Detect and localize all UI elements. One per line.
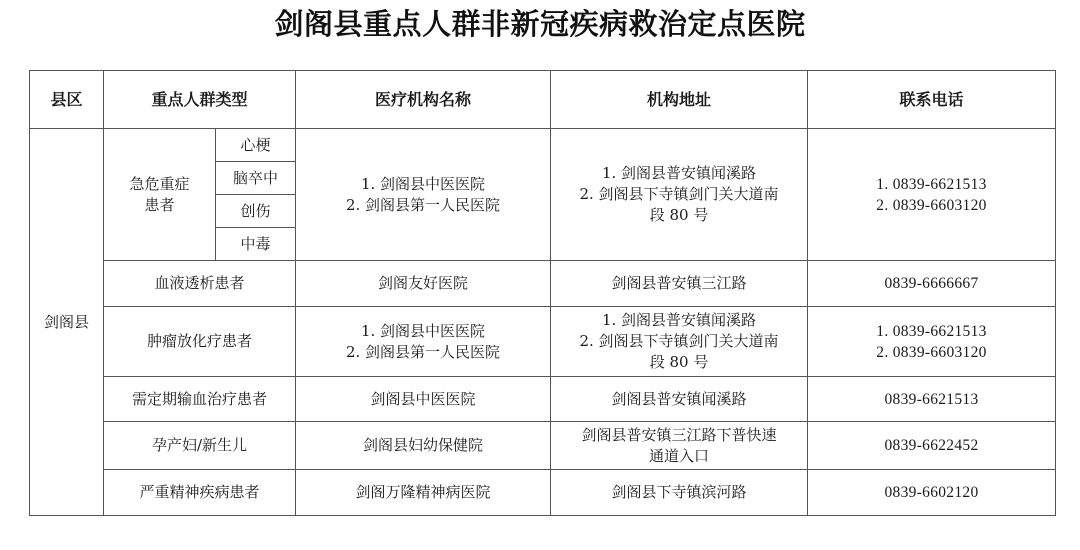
address-cell: 剑阁县下寺镇滨河路 <box>551 470 808 516</box>
header-institution: 医疗机构名称 <box>296 71 551 129</box>
group-cell: 需定期输血治疗患者 <box>104 377 296 422</box>
table-row <box>30 470 1056 516</box>
address-cell: 剑阁县普安镇三江路下普快速 通道入口 <box>551 422 808 470</box>
page-title: 剑阁县重点人群非新冠疾病救治定点医院 <box>274 7 806 41</box>
institution-cell: 剑阁县中医医院 <box>296 377 551 422</box>
address-cell: 1. 剑阁县普安镇闻溪路 2. 剑阁县下寺镇剑门关大道南 段 80 号 <box>551 129 808 261</box>
phone-cell: 0839-6622452 <box>808 422 1056 470</box>
phone-cell: 1. 0839-6621513 2. 0839-6603120 <box>808 307 1056 377</box>
county-cell: 剑阁县 <box>30 129 104 516</box>
table-row <box>30 377 1056 422</box>
institution-cell: 1. 剑阁县中医医院 2. 剑阁县第一人民医院 <box>296 129 551 261</box>
header-county: 县区 <box>30 71 104 129</box>
group-cell: 急危重症 患者 <box>104 129 216 261</box>
group-cell: 严重精神疾病患者 <box>104 470 296 516</box>
header-address: 机构地址 <box>551 71 808 129</box>
group-cell: 肿瘤放化疗患者 <box>104 307 296 377</box>
phone-cell: 0839-6602120 <box>808 470 1056 516</box>
institution-cell: 剑阁万隆精神病医院 <box>296 470 551 516</box>
subtype-cell: 心梗 <box>216 129 296 162</box>
hospital-table <box>29 70 1056 516</box>
address-cell: 剑阁县普安镇三江路 <box>551 261 808 307</box>
table-header-row <box>30 71 1056 129</box>
phone-cell: 0839-6666667 <box>808 261 1056 307</box>
phone-cell: 1. 0839-6621513 2. 0839-6603120 <box>808 129 1056 261</box>
header-group: 重点人群类型 <box>104 71 296 129</box>
header-phone: 联系电话 <box>808 71 1056 129</box>
subtype-cell: 中毒 <box>216 228 296 261</box>
group-cell: 血液透析患者 <box>104 261 296 307</box>
institution-cell: 剑阁友好医院 <box>296 261 551 307</box>
institution-cell: 剑阁县妇幼保健院 <box>296 422 551 470</box>
phone-cell: 0839-6621513 <box>808 377 1056 422</box>
subtype-cell: 脑卒中 <box>216 162 296 195</box>
table-row <box>30 129 1056 162</box>
group-cell: 孕产妇/新生儿 <box>104 422 296 470</box>
table-row <box>30 422 1056 470</box>
subtype-cell: 创伤 <box>216 195 296 228</box>
table-row <box>30 261 1056 307</box>
address-cell: 剑阁县普安镇闻溪路 <box>551 377 808 422</box>
table-row <box>30 307 1056 377</box>
institution-cell: 1. 剑阁县中医医院 2. 剑阁县第一人民医院 <box>296 307 551 377</box>
address-cell: 1. 剑阁县普安镇闻溪路 2. 剑阁县下寺镇剑门关大道南 段 80 号 <box>551 307 808 377</box>
